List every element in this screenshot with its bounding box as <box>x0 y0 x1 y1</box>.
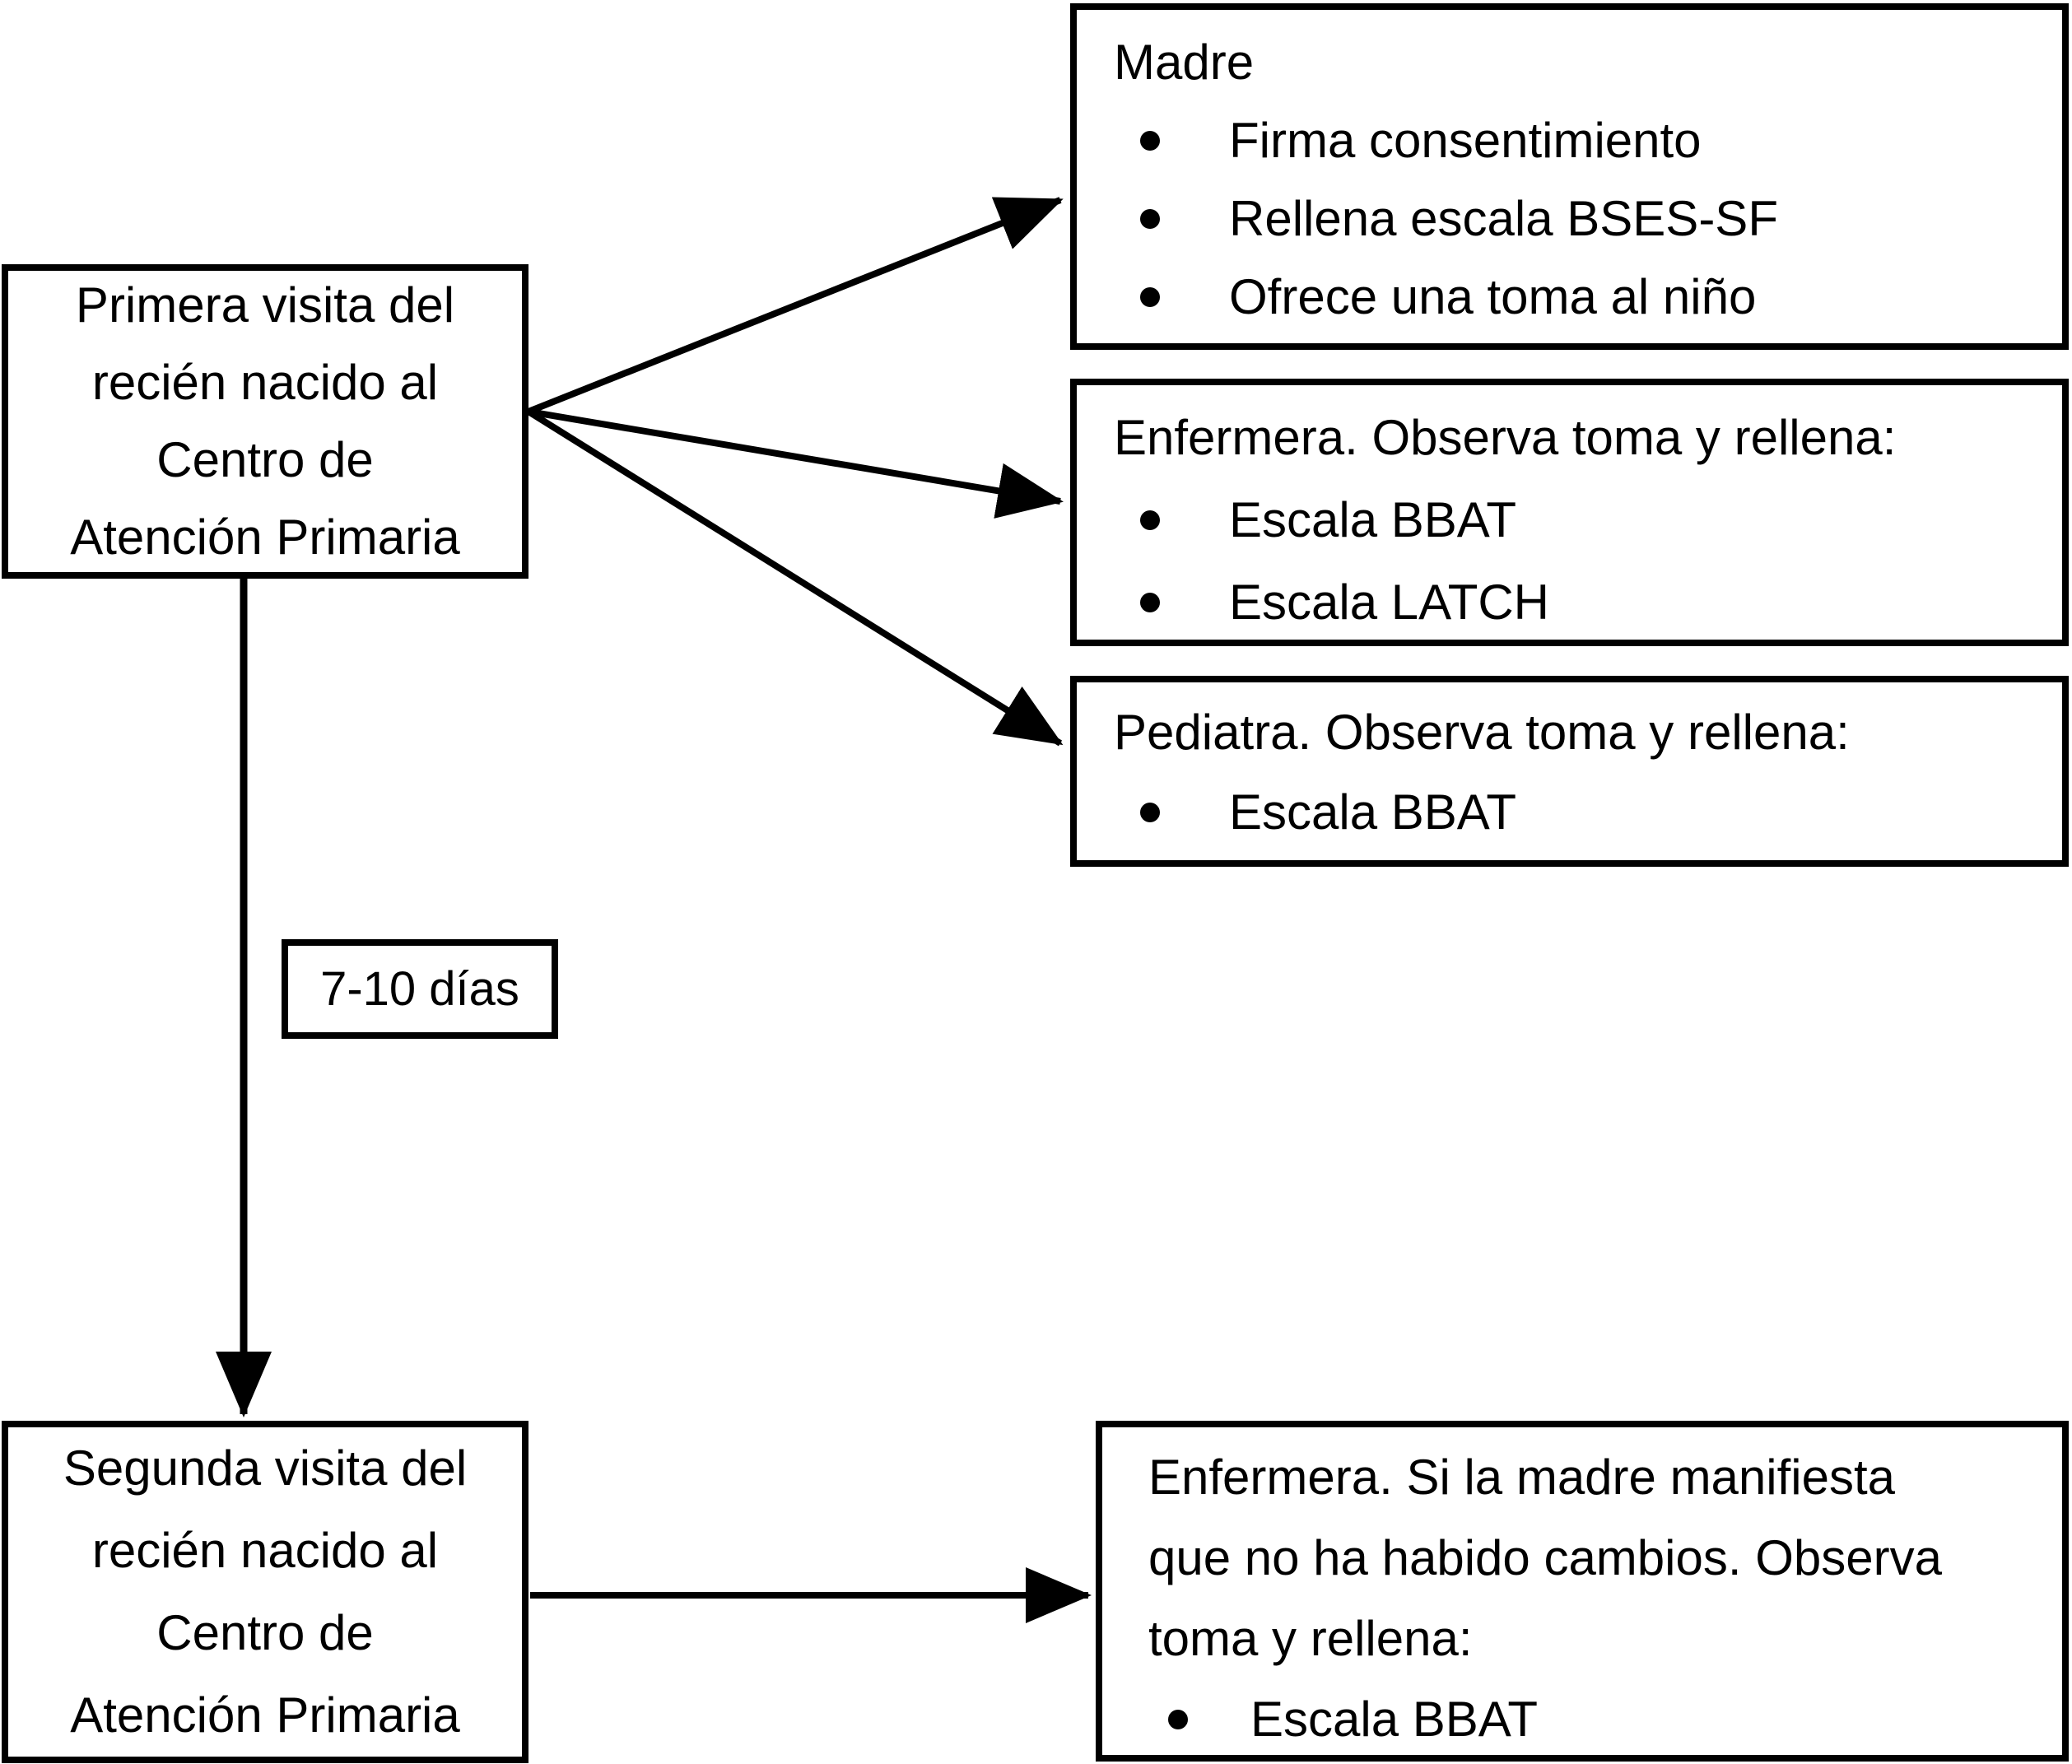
enfermera-segunda-bullet-text: Escala BBAT <box>1250 1692 1539 1747</box>
enfermera-segunda-title-line: Enfermera. Si la madre manifiesta <box>1148 1450 1896 1505</box>
enfermera-segunda-box <box>1096 1421 2069 1762</box>
madre-bullet-item <box>1114 101 2054 179</box>
first-visit-box <box>2 264 528 579</box>
pediatra-title: Pediatra. Observa toma y rellena: <box>1114 705 1850 760</box>
enfermera-primera-box <box>1070 379 2069 646</box>
enfermera-primera-bullet-item <box>1114 479 2054 561</box>
second-visit-line: Segunda visita del <box>63 1441 468 1496</box>
madre-bullet-item <box>1114 179 2054 258</box>
enfermera-segunda-title-line: toma y rellena: <box>1148 1611 1473 1666</box>
madre-bullet-text: Firma consentimiento <box>1229 113 1702 168</box>
bullet-icon <box>1140 803 1160 822</box>
second-visit-line: recién nacido al <box>91 1523 439 1578</box>
enfermera-primera-bullet-text: Escala LATCH <box>1229 575 1550 630</box>
enfermera-segunda-title-line: que no ha habido cambios. Observa <box>1148 1530 1942 1585</box>
second-visit-box <box>2 1421 528 1763</box>
bullet-icon <box>1168 1710 1188 1729</box>
enfermera-primera-title: Enfermera. Observa toma y rellena: <box>1114 410 1897 465</box>
interval-label: 7-10 días <box>320 962 519 1016</box>
bullet-icon <box>1140 593 1160 612</box>
madre-bullet-text: Rellena escala BSES-SF <box>1229 191 1778 246</box>
enfermera-segunda-bullet-item <box>1148 1679 2054 1760</box>
madre-box <box>1070 3 2069 350</box>
first-visit-line: recién nacido al <box>91 355 439 410</box>
madre-title: Madre <box>1114 35 1255 90</box>
first-visit-line: Atención Primaria <box>70 510 460 565</box>
pediatra-bullet-text: Escala BBAT <box>1229 784 1517 840</box>
enfermera-primera-bullet-item <box>1114 561 2054 644</box>
second-visit-line: Centro de <box>156 1605 374 1660</box>
arrow-first-visit-to-madre <box>528 200 1060 412</box>
enfermera-primera-bullet-text: Escala BBAT <box>1229 492 1517 547</box>
pediatra-box <box>1070 676 2069 867</box>
bullet-icon <box>1140 287 1160 307</box>
bullet-icon <box>1140 510 1160 530</box>
arrow-first-visit-to-enfermera <box>528 412 1060 501</box>
second-visit-line: Atención Primaria <box>70 1687 460 1743</box>
first-visit-line: Primera visita del <box>75 277 455 333</box>
pediatra-bullet-item <box>1114 772 2054 852</box>
bullet-icon <box>1140 209 1160 229</box>
madre-bullet-item <box>1114 258 2054 336</box>
madre-bullet-text: Ofrece una toma al niño <box>1229 269 1757 324</box>
bullet-icon <box>1140 131 1160 151</box>
arrow-first-visit-to-pediatra <box>528 412 1060 743</box>
interval-label-box <box>282 939 558 1039</box>
first-visit-line: Centro de <box>156 432 374 487</box>
